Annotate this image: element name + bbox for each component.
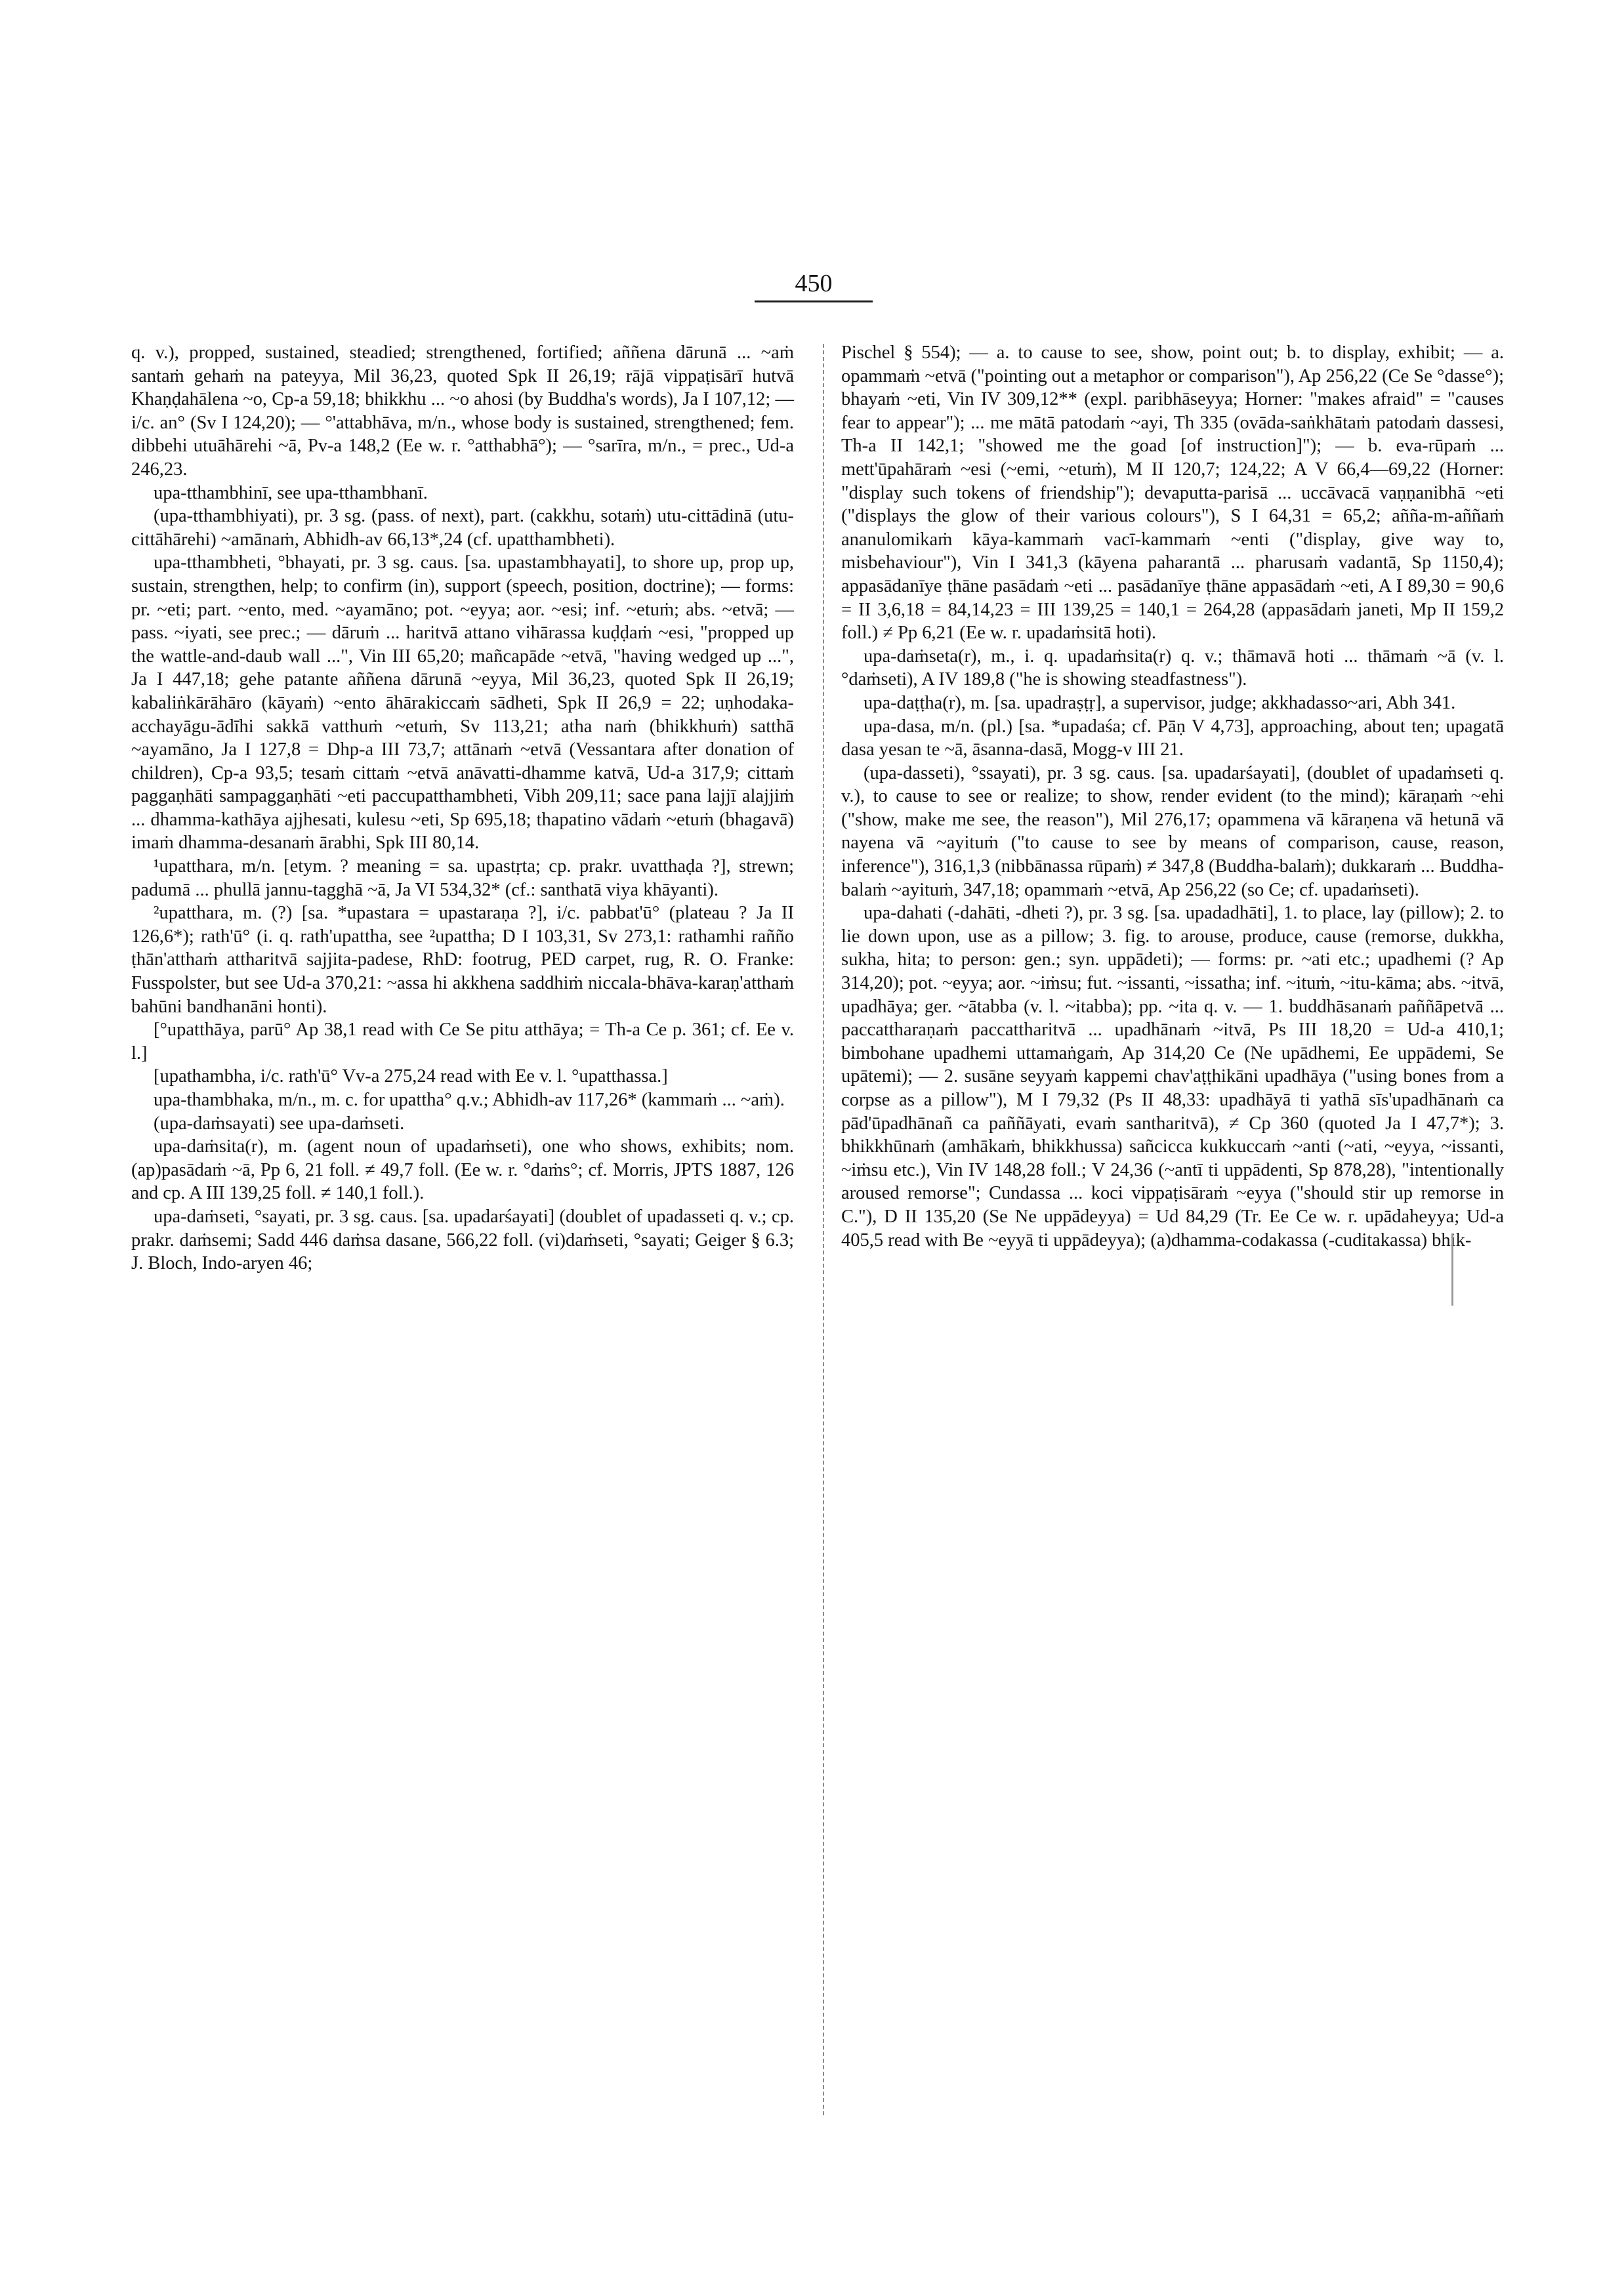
- dictionary-entry: upa-daṁseta(r), m., i. q. upadaṁsita(r) q. v.; thāmavā hoti ... thāmaṁ ~ā (v. l. °daṁseti), A IV 189,8 ("he is showing steadfastness").: [841, 646, 1504, 690]
- dictionary-entry: upa-tthambhinī, see upa-tthambhanī.: [154, 482, 428, 503]
- dictionary-entry: ¹upatthara, m/n. [etym. ? meaning = sa. upastṛta; cp. prakr. uvatthaḍa ?], strewn; padumā ... phullā jannu-tagghā ~ā, Ja VI 534,32* (cf.: santhatā viya khāyanti).: [131, 856, 794, 900]
- dictionary-entry: [upathambha, i/c. rath'ū° Vv-a 275,24 read with Ee v. l. °upatthassa.]: [154, 1066, 668, 1087]
- dictionary-entry: upa-daṁsita(r), m. (agent noun of upadaṁseti), one who shows, exhibits; nom. (ap)pasādaṁ ~ā, Pp 6, 21 foll. ≠ 49,7 foll. (Ee w. r. °daṁs°; cf. Morris, JPTS 1887, 126 and cp. A III 139,25 foll. ≠ 140,1 foll.).: [131, 1136, 794, 1204]
- dictionary-entry: Pischel § 554); — a. to cause to see, show, point out; b. to display, exhibit; — a. opammaṁ ~etvā ("pointing out a metaphor or comparison"), Ap 256,22 (Ce Se °dasse°); bhayaṁ ~eti, Vin IV 309,12** (expl. paribhāseyya; Horner: "makes afraid" = "causes fear to appear"); ... me mātā patodaṁ ~ayi, Th 335 (ovāda-saṅkhātaṁ patodaṁ dassesi, Th-a II 142,1; "showed me the goad [of instruction]"); — b. eva-rūpaṁ ... mett'ūpahāraṁ ~esi (~emi, ~etuṁ), M II 120,7; 124,22; A V 66,4—69,22 (Horner: "display such tokens of friendship"); devaputta-parisā ... uccāvacā vaṇṇanibhā ~eti ("displays the glow of their various colours"), S I 64,31 = 65,2; añña-m-aññaṁ ananulomikaṁ kāya-kammaṁ vacī-kammaṁ ~enti ("display, give way to, misbehaviour"), Vin I 341,3 (kāyena paharantā ... pharusaṁ vadantā, Sp 1150,4); appasādanīye ṭhāne pasādaṁ ~eti ... pasādanīye ṭhāne appasādaṁ ~eti, A I 89,30 = 90,6 = II 3,6,18 = 84,14,23 = III 139,25 = 140,1 = 264,28 (appasādaṁ janeti, Mp II 159,2 foll.) ≠ Pp 6,21 (Ee w. r. upadaṁsitā hoti).: [841, 342, 1504, 644]
- page-number: 450: [795, 270, 833, 297]
- margin-mark: [1451, 1233, 1453, 1306]
- dictionary-entry: upa-thambhaka, m/n., m. c. for upattha° q.v.; Abhidh-av 117,26* (kammaṁ ... ~aṁ).: [154, 1090, 785, 1110]
- dictionary-entry: q. v.), propped, sustained, steadied; strengthened, fortified; aññena dārunā ... ~aṁ santaṁ gehaṁ na pateyya, Mil 36,23, quoted Spk II 26,19; rājā vippaṭisārī hutvā Khaṇḍahālena ~o, Cp-a 59,18; bhikkhu ... ~o ahosi (by Buddha's words), Ja I 107,12; — i/c. an° (Sv I 124,20); — °'attabhāva, m/n., whose body is sustained, strengthened; fem. dibbehi utuāhārehi ~ā, Pv-a 148,2 (Ee w. r. °atthabhā°); — °sarīra, m/n., = prec., Ud-a 246,23.: [131, 342, 794, 480]
- dictionary-entry: (upa-dasseti), °ssayati), pr. 3 sg. caus. [sa. upadarśayati], (doublet of upadaṁseti q. v.), to cause to see or realize; to show, render evident (to the mind); kāraṇaṁ ~ehi ("show, make me see, the reason"), Mil 276,17; opammena vā kāraṇena vā hetunā vā nayena vā ~ayituṁ ("to cause to see by means of comparison, cause, reason, inference"), 316,1,3 (nibbānassa rūpaṁ) ≠ 347,8 (Buddha-balaṁ); dukkaraṁ ... Buddha-balaṁ ~ayituṁ, 347,18; opammaṁ ~etvā, Ap 256,22 (so Ce; cf. upadaṁseti).: [841, 762, 1504, 900]
- dictionary-entry: (upa-tthambhiyati), pr. 3 sg. (pass. of next), part. (cakkhu, sotaṁ) utu-cittādinā (utu-cittāhārehi) ~amānaṁ, Abhidh-av 66,13*,24 (cf. upatthambheti).: [131, 506, 794, 550]
- dictionary-entry: upa-dahati (-dahāti, -dheti ?), pr. 3 sg. [sa. upadadhāti], 1. to place, lay (pillow); 2. to lie down upon, use as a pillow; 3. fig. to arouse, produce, cause (remorse, dukkha, sukha, hita; to person: gen.; syn. uppādeti); — forms: pr. ~ati etc.; upadhemi (? Ap 314,20); pot. ~eyya; aor. ~iṁsu; fut. ~issanti, ~issatha; inf. ~ituṁ, ~itu-kāma; abs. ~itvā, upadhāya; ger. ~ātabba (v. l. ~itabba); pp. ~ita q. v. — 1. buddhāsanaṁ paññāpetvā ... paccattharaṇaṁ paccattharitvā ... upadhānaṁ ~itvā, Ps III 18,20 = Ud-a 410,1; bimbohane upadhemi uttamaṅgaṁ, Ap 314,20 Ce (Ne upādhemi, Ee uppādemi, Se upātemi); — 2. susāne seyyaṁ kappemi chav'aṭṭhikāni upadhāya ("using bones from a corpse as a pillow"), M I 79,32 (Ps II 48,33: upadhāyā ti yathā sīs'upadhānaṁ ca pād'ūpadhānañ ca paññāyati, evaṁ santharitvā), ≠ Cp 360 (quoted Ja I 47,7*); 3. bhikkhūnaṁ (amhākaṁ, bhikkhussa) sañcicca kukkuccaṁ ~anti (~ati, ~eyya, ~issanti, ~iṁsu etc.), Vin IV 148,28 foll.; V 24,36 (~antī ti uppādenti, Sp 878,28), "intentionally aroused remorse"; Cundassa ... koci vippaṭisāraṁ ~eyya ("should stir up remorse in C."), D II 135,20 (Se Ne uppādeyya) = Ud 84,29 (Tr. Ee Ce w. r. upādaheyya; Ud-a 405,5 read with Be ~eyyā ti uppādeyya); (a)dhamma-codakassa (-cuditakassa) bhik-: [841, 903, 1504, 1251]
- column-divider: [823, 344, 824, 2115]
- dictionary-entry: [°upatthāya, parū° Ap 38,1 read with Ce Se pitu atthāya; = Th-a Ce p. 361; cf. Ee v. l.]: [131, 1020, 794, 1064]
- right-column: [841, 341, 1504, 1252]
- dictionary-entry: upa-daṭṭha(r), m. [sa. upadraṣṭṛ], a supervisor, judge; akkhadasso~ari, Abh 341.: [864, 692, 1456, 713]
- dictionary-entry: (upa-daṁsayati) see upa-daṁseti.: [154, 1113, 405, 1134]
- page-number-rule: [755, 300, 873, 302]
- dictionary-entry: upa-dasa, m/n. (pl.) [sa. *upadaśa; cf. Pāṇ V 4,73], approaching, about ten; upagatā dasa yesan te ~ā, āsanna-dasā, Mogg-v III 21.: [841, 716, 1504, 760]
- left-column: [131, 341, 794, 1275]
- dictionary-entry: upa-tthambheti, °bhayati, pr. 3 sg. caus. [sa. upastambhayati], to shore up, prop up, sustain, strengthen, help; to confirm (in), support (speech, position, doctrine); — forms: pr. ~eti; part. ~ento, med. ~ayamāno; pot. ~eyya; aor. ~esi; inf. ~etuṁ; abs. ~etvā; — pass. ~iyati, see prec.; — dāruṁ ... haritvā attano vihārassa kuḍḍaṁ ~esi, "propped up the wattle-and-daub wall ...", Vin III 65,20; mañcapāde ~etvā, "having wedged up ...", Ja I 447,18; gehe patante aññena dārunā ~eyya, Mil 36,23, quoted Spk II 26,19; kabaliṅkārāhāro (kāyaṁ) ~ento āhārakiccaṁ sādheti, Spk II 26,9 = 22; uṇhodaka-acchayāgu-ādīhi sakkā vatthuṁ ~etuṁ, Sv 113,21; atha naṁ (bhikkhuṁ) satthā ~ayamāno, Ja I 127,8 = Dhp-a III 73,7; attānaṁ ~etvā (Vessantara after donation of children), Cp-a 93,5; tesaṁ cittaṁ ~etvā anāvatti-dhamme katvā, Ud-a 317,9; cittaṁ paggaṇhāti sampaggaṇhāti ~eti paccupatthambheti, Vibh 209,11; sace pana lajjī alajjiṁ ... dhamma-kathāya ajjhesati, kulesu ~eti, Sp 695,18; thapatino vādaṁ ~etuṁ (bhagavā) imaṁ dhamma-desanaṁ ārabhi, Spk III 80,14.: [131, 552, 794, 854]
- dictionary-entry: ²upatthara, m. (?) [sa. *upastara = upastaraṇa ?], i/c. pabbat'ū° (plateau ? Ja II 126,6*); rath'ū° (i. q. rath'upattha, see ²upattha; D I 103,31, Sv 273,1: rathamhi rañño ṭhān'atthaṁ attharitvā sajjita-padese, RhD: footrug, PED carpet, rug, R. O. Franke: Fusspolster, but see Ud-a 370,21: ~assa hi akkhena saddhiṁ niccala-bhāva-karaṇ'atthaṁ bahūni bandhanāni honti).: [131, 903, 794, 1017]
- dictionary-entry: upa-daṁseti, °sayati, pr. 3 sg. caus. [sa. upadarśayati] (doublet of upadasseti q. v.; cp. prakr. daṁsemi; Sadd 446 daṁsa dasane, 566,22 foll. (vi)daṁseti, °sayati; Geiger § 6.3; J. Bloch, Indo-aryen 46;: [131, 1206, 794, 1274]
